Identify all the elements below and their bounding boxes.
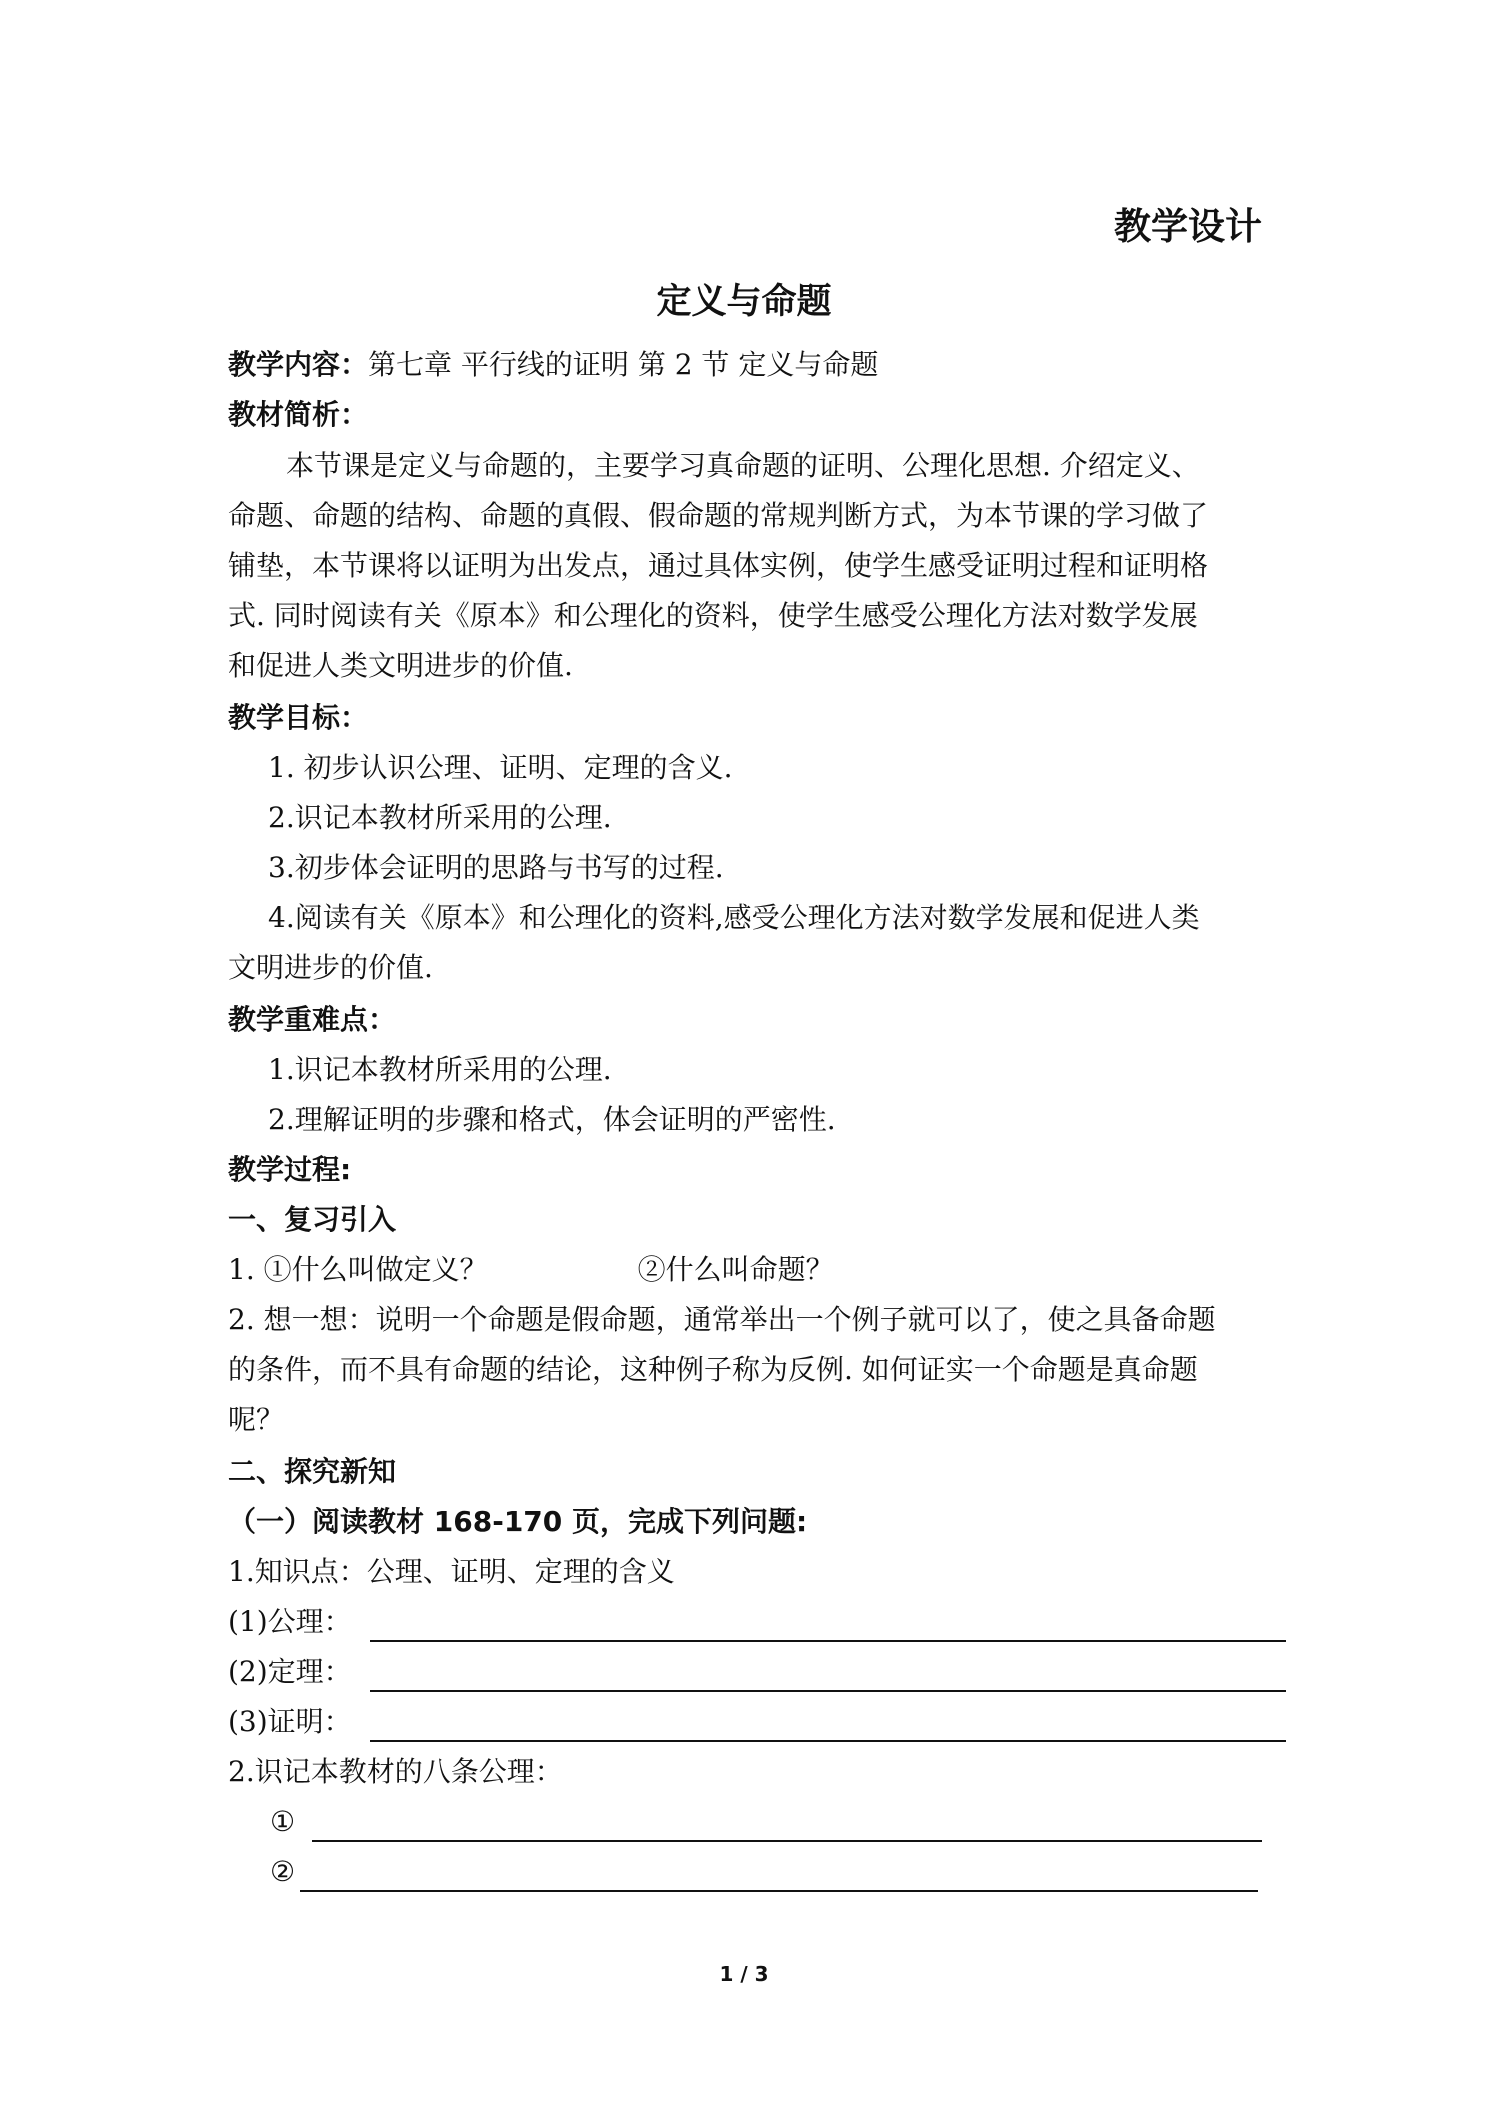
- analysis-line: 命题、命题的结构、命题的真假、假命题的常规判断方式，为本节课的学习做了: [228, 499, 1209, 532]
- content-line: [228, 345, 878, 385]
- axiom-blank-1[interactable]: [312, 1840, 1262, 1842]
- header-title: 教学设计: [1114, 205, 1262, 248]
- analysis-line: 本节课是定义与命题的，主要学习真命题的证明、公理化思想. 介绍定义、: [286, 449, 1200, 482]
- fill-label-proof: (3)证明：: [228, 1705, 352, 1738]
- knowledge-point: 1.知识点：公理、证明、定理的含义: [228, 1555, 675, 1588]
- content-text: 第七章 平行线的证明 第 2 节 定义与命题: [368, 348, 879, 381]
- axiom-marker-2: ②: [270, 1855, 296, 1888]
- objective-item: 3.初步体会证明的思路与书写的过程.: [268, 851, 724, 884]
- analysis-line: 铺垫，本节课将以证明为出发点，通过具体实例，使学生感受证明过程和证明格: [228, 549, 1209, 582]
- process-heading: 教学过程:: [228, 1153, 352, 1186]
- axiom-marker-1: ①: [270, 1805, 296, 1838]
- section2-subheading: （一）阅读教材 168-170 页，完成下列问题:: [228, 1505, 808, 1538]
- axioms-heading: 2.识记本教材的八条公理：: [228, 1755, 563, 1788]
- objectives-heading: 教学目标：: [228, 701, 369, 734]
- objective-item: 文明进步的价值.: [228, 951, 433, 984]
- review-question-2-line: 呢？: [228, 1403, 285, 1436]
- analysis-heading: 教材简析：: [228, 398, 369, 431]
- objective-item: 4.阅读有关《原本》和公理化的资料,感受公理化方法对数学发展和促进人类: [268, 901, 1200, 934]
- key-point-item: 1.识记本教材所采用的公理.: [268, 1053, 612, 1086]
- review-question-2-line: 2. 想一想：说明一个命题是假命题，通常举出一个例子就可以了，使之具备命题: [228, 1303, 1216, 1336]
- section1-title: 一、复习引入: [228, 1203, 397, 1236]
- content-label: 教学内容：: [228, 348, 369, 381]
- fill-blank-theorem[interactable]: [370, 1690, 1286, 1692]
- key-points-heading: 教学重难点：: [228, 1003, 397, 1036]
- page-number: 1 / 3: [719, 1962, 769, 1986]
- key-point-item: 2.理解证明的步骤和格式，体会证明的严密性.: [268, 1103, 836, 1136]
- review-question-2-line: 的条件，而不具有命题的结论，这种例子称为反例. 如何证实一个命题是真命题: [228, 1353, 1198, 1386]
- axiom-blank-2[interactable]: [300, 1890, 1258, 1892]
- fill-label-theorem: (2)定理：: [228, 1655, 352, 1688]
- analysis-line: 和促进人类文明进步的价值.: [228, 649, 573, 682]
- section2-title: 二、探究新知: [228, 1455, 397, 1488]
- analysis-line: 式. 同时阅读有关《原本》和公理化的资料，使学生感受公理化方法对数学发展: [228, 599, 1198, 632]
- fill-label-axiom: (1)公理：: [228, 1605, 352, 1638]
- document-title: 定义与命题: [656, 282, 832, 322]
- review-question-1b: ②什么叫命题？: [637, 1253, 834, 1286]
- fill-blank-axiom[interactable]: [370, 1640, 1286, 1642]
- review-question-1a: 1. ①什么叫做定义？: [228, 1253, 488, 1286]
- objective-item: 2.识记本教材所采用的公理.: [268, 801, 612, 834]
- fill-blank-proof[interactable]: [370, 1740, 1286, 1742]
- review-question-1: [228, 1250, 834, 1290]
- objective-item: 1. 初步认识公理、证明、定理的含义.: [268, 751, 733, 784]
